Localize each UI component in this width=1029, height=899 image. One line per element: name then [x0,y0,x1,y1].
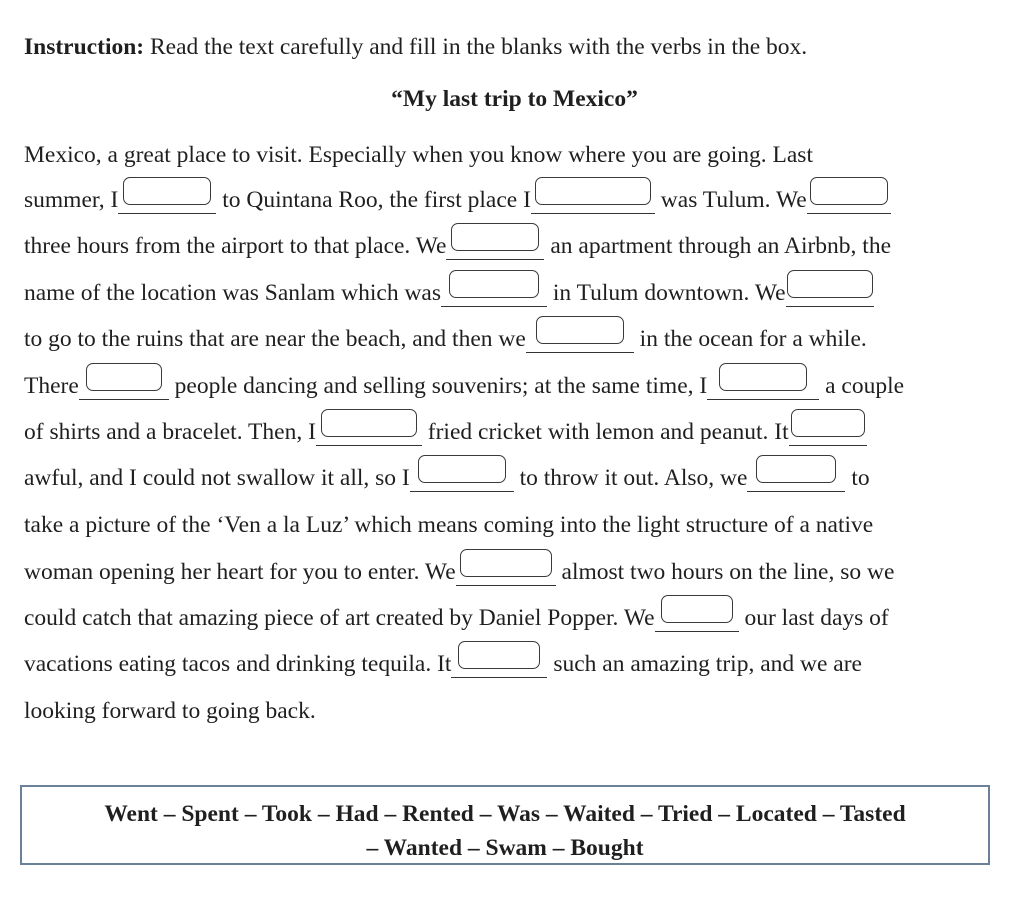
passage-text: vacations eating tacos and drinking tequila. It [24,651,452,677]
answer-box[interactable] [791,409,865,437]
blank-9[interactable] [707,371,819,401]
passage-line-4 [24,278,874,308]
passage-text: our last days of [738,605,889,631]
word-bank-line-2: – Wanted – Swam – Bought [366,835,644,861]
passage-text: looking forward to going back. [24,698,316,724]
passage-text: to Quintana Roo, the first place I [216,187,531,213]
instruction [24,34,807,61]
passage-line-1 [24,140,813,170]
passage-text: almost two hours on the line, so we [555,559,895,585]
blank-8[interactable] [79,371,169,401]
answer-box[interactable] [661,595,733,623]
blank-12[interactable] [410,463,514,493]
answer-box[interactable] [458,641,540,669]
passage-text: of shirts and a bracelet. Then, I [24,419,316,445]
answer-box[interactable] [449,270,539,298]
passage-title: “My last trip to Mexico” [391,86,638,112]
passage-text: a couple [819,373,905,399]
answer-box[interactable] [321,409,417,437]
answer-box[interactable] [418,455,506,483]
passage-text: in the ocean for a while. [633,326,867,352]
answer-box[interactable] [810,177,888,205]
passage-text: such an amazing trip, and we are [547,651,862,677]
word-bank [20,785,990,865]
passage-text: Mexico, a great place to visit. Especially when you know where you are going. Last [24,142,813,168]
passage-line-11 [24,603,889,633]
passage-text: to go to the ruins that are near the beach, and then we [24,326,526,352]
instruction-label: Instruction: [24,34,145,60]
blank-7[interactable] [526,324,634,354]
passage-text: take a picture of the ‘Ven a la Luz’ which means coming into the light structure of a native [24,512,874,538]
answer-box[interactable] [787,270,873,298]
blank-13[interactable] [747,463,845,493]
passage-line-13 [24,696,316,726]
blank-4[interactable] [446,231,544,261]
blank-6[interactable] [786,278,874,308]
passage-line-3 [24,231,891,261]
answer-box[interactable] [536,316,624,344]
blank-1[interactable] [118,185,216,215]
passage-text: could catch that amazing piece of art created by Daniel Popper. We [24,605,655,631]
passage-text: an apartment through an Airbnb, the [544,233,892,259]
answer-box[interactable] [719,363,807,391]
passage-text: in Tulum downtown. We [547,280,786,306]
passage-text: was Tulum. We [654,187,807,213]
passage-line-2 [24,185,891,215]
answer-box[interactable] [86,363,162,391]
blank-11[interactable] [789,417,867,447]
passage-line-6 [24,371,904,401]
answer-box[interactable] [756,455,836,483]
blank-15[interactable] [655,603,739,633]
instruction-text: Read the text carefully and fill in the blanks with the verbs in the box. [144,34,808,60]
passage-line-8 [24,463,870,493]
answer-box[interactable] [123,177,211,205]
answer-box[interactable] [460,549,552,577]
passage-line-9 [24,510,873,540]
passage-line-5 [24,324,867,354]
passage-text: name of the location was Sanlam which was [24,280,442,306]
blank-3[interactable] [807,185,891,215]
passage-text: There [24,373,79,399]
passage-line-7 [24,417,867,447]
blank-10[interactable] [316,417,422,447]
passage-text: to [845,465,870,491]
blank-14[interactable] [456,557,556,587]
passage-text: summer, I [24,187,119,213]
passage-text: to throw it out. Also, we [513,465,748,491]
answer-box[interactable] [535,177,651,205]
passage-text: awful, and I could not swallow it all, so I [24,465,410,491]
word-bank-line-1: Went – Spent – Took – Had – Rented – Was – Waited – Tried – Located – Tasted [104,801,906,827]
passage-text: fried cricket with lemon and peanut. It [421,419,789,445]
passage-text: people dancing and selling souvenirs; at the same time, I [168,373,708,399]
blank-5[interactable] [441,278,547,308]
passage-text: woman opening her heart for you to enter. We [24,559,456,585]
passage-line-10 [24,557,894,587]
answer-box[interactable] [451,223,539,251]
blank-16[interactable] [451,649,547,679]
passage-text: three hours from the airport to that place. We [24,233,447,259]
passage-line-12 [24,649,862,679]
blank-2[interactable] [531,185,655,215]
